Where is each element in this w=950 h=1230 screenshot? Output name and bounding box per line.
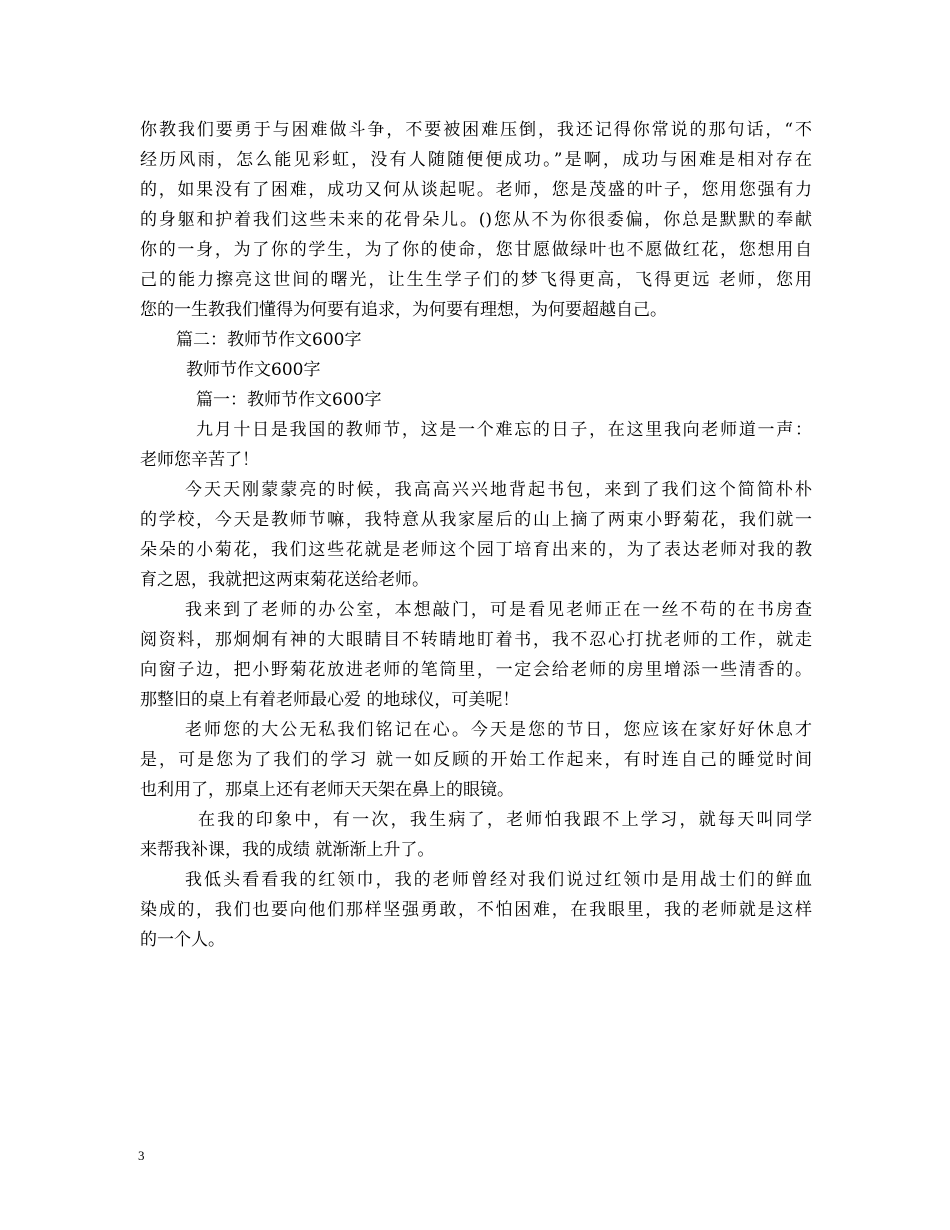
section-heading: 篇二：教师节作文600字 (176, 330, 362, 350)
paragraph-start-line: 九月十日是我国的教师节，这是一个难忘的日子，在这里我向老师道一声： (196, 420, 812, 440)
text-line: 的学校，今天是教师节嘛，我特意从我家屋后的山上摘了两束小野菊花，我们就一 (140, 510, 812, 530)
section-heading: 篇一：教师节作文600字 (196, 390, 382, 410)
text-line: 老师您辛苦了！ (140, 450, 259, 470)
document-body (140, 115, 812, 955)
text-line: 己的能力擦亮这世间的曙光，让生生学子们的梦飞得更高，飞得更远 老师，您用 (140, 270, 812, 290)
text-line: 育之恩，我就把这两束菊花送给老师。 (140, 570, 429, 590)
text-line: 你的一身，为了你的学生，为了你的使命，您甘愿做绿叶也不愿做红花，您想用自 (140, 240, 812, 260)
text-line: 的身躯和护着我们这些未来的花骨朵儿。()您从不为你很委偏，你总是默默的奉献 (140, 210, 812, 230)
article-title: 教师节作文600字 (186, 360, 321, 380)
paragraph-start-line: 我来到了老师的办公室，本想敲门，可是看见老师正在一丝不苟的在书房查 (185, 600, 812, 620)
text-line: 你教我们要勇于与困难做斗争，不要被困难压倒，我还记得你常说的那句话，“不 (140, 120, 812, 140)
text-line: 的，如果没有了困难，成功又何从谈起呢。老师，您是茂盛的叶子，您用您强有力 (140, 180, 812, 200)
paragraph-start-line: 老师您的大公无私我们铭记在心。今天是您的节日，您应该在家好好休息才 (185, 720, 812, 740)
text-line: 来帮我补课，我的成绩 就渐渐上升了。 (140, 840, 435, 860)
paragraph-start-line: 在我的印象中，有一次，我生病了，老师怕我跟不上学习，就每天叫同学 (198, 810, 812, 830)
page-number: 3 (138, 1148, 145, 1163)
text-line: 经历风雨，怎么能见彩虹，没有人随随便便成功。”是啊，成功与困难是相对存在 (140, 150, 812, 170)
text-line: 也利用了，那桌上还有老师天天架在鼻上的眼镜。 (140, 780, 514, 800)
text-line: 染成的，我们也要向他们那样坚强勇敢，不怕困难，在我眼里，我的老师就是这样 (140, 900, 812, 920)
paragraph-start-line: 今天天刚蒙蒙亮的时候，我高高兴兴地背起书包，来到了我们这个简简朴朴 (185, 480, 812, 500)
text-line: 您的一生教我们懂得为何要有追求，为何要有理想，为何要超越自己。 (140, 300, 667, 320)
text-line: 那整旧的桌上有着老师最心爱 的地球仪，可美呢！ (140, 690, 520, 710)
paragraph-start-line: 我低头看看我的红领巾，我的老师曾经对我们说过红领巾是用战士们的鲜血 (185, 870, 812, 890)
text-line: 是，可是您为了我们的学习 就一如反顾的开始工作起来，有时连自己的睡觉时间 (140, 750, 812, 770)
text-line: 向窗子边，把小野菊花放进老师的笔筒里，一定会给老师的房里增添一些清香的。 (140, 660, 812, 680)
text-line: 阅资料，那炯炯有神的大眼睛目不转睛地盯着书，我不忍心打扰老师的工作，就走 (140, 630, 812, 650)
text-line: 朵朵的小菊花，我们这些花就是老师这个园丁培育出来的，为了表达老师对我的教 (140, 540, 812, 560)
text-line: 的一个人。 (140, 930, 225, 950)
